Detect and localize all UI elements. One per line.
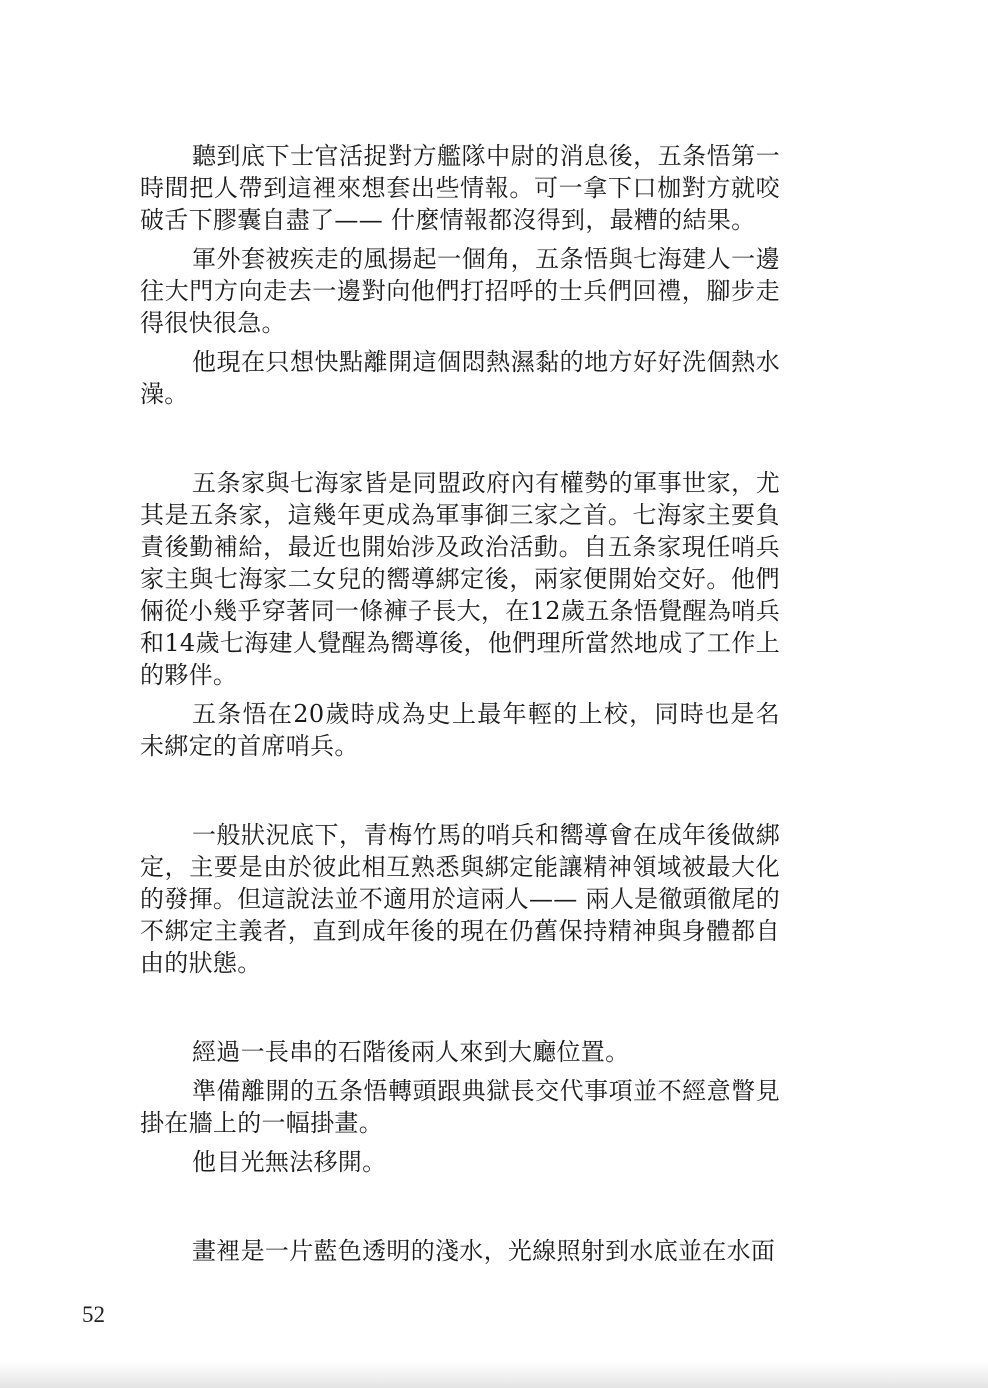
paragraph: 經過一長串的石階後兩人來到大廳位置。	[192, 1038, 630, 1066]
paragraph: 一般狀況底下，青梅竹馬的哨兵和嚮導會在成年後做綁定，主要是由於彼此相互熟悉與綁定能讓精神領域被最大化的發揮。但這說法並不適用於這兩人—— 兩人是徹頭徹尾的不綁定主義者，直到成年後的現在仍舊保持精神與身體都自由的狀態。	[140, 821, 780, 977]
paragraph: 軍外套被疾走的風揚起一個角，五条悟與七海建人一邊往大門方向走去一邊對向他們打招呼的士兵們回禮，腳步走得很快很急。	[140, 245, 780, 337]
page-bottom-edge	[0, 1362, 988, 1388]
page-number: 52	[82, 1302, 105, 1327]
paragraph: 五条家與七海家皆是同盟政府內有權勢的軍事世家，尤其是五条家，這幾年更成為軍事御三家之首。七海家主要負責後勤補給，最近也開始涉及政治活動。自五条家現任哨兵家主與七海家二女兒的嚮導綁定後，兩家便開始交好。他們倆從小幾乎穿著同一條褲子長大，在12歲五条悟覺醒為哨兵和14歲七海建人覺醒為嚮導後，他們理所當然地成了工作上的夥伴。	[140, 469, 780, 689]
paragraph: 畫裡是一片藍色透明的淺水，光線照射到水底並在水面	[192, 1237, 776, 1265]
paragraph: 五条悟在20歲時成為史上最年輕的上校，同時也是名未綁定的首席哨兵。	[140, 700, 780, 760]
paragraph: 他現在只想快點離開這個悶熱濕黏的地方好好洗個熱水澡。	[140, 348, 780, 408]
paragraph: 準備離開的五条悟轉頭跟典獄長交代事項並不經意瞥見掛在牆上的一幅掛畫。	[140, 1077, 780, 1137]
paragraph: 聽到底下士官活捉對方艦隊中尉的消息後，五条悟第一時間把人帶到這裡來想套出些情報。可一拿下口枷對方就咬破舌下膠囊自盡了—— 什麼情報都沒得到，最糟的結果。	[140, 142, 780, 234]
body-text	[140, 140, 780, 1267]
paragraph: 他目光無法移開。	[192, 1148, 387, 1176]
